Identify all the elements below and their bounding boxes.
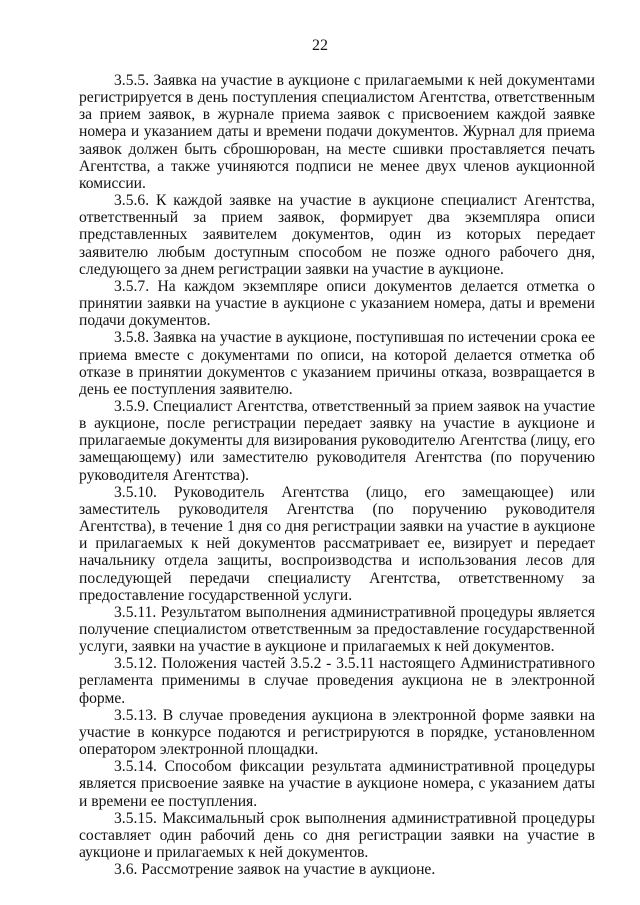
section-heading-3-6: 3.6. Рассмотрение заявок на участие в аукционе.	[114, 861, 436, 879]
paragraph-3-5-10: 3.5.10. Руководитель Агентства (лицо, его замещающее) или заместитель руководителя Агентства (по поручению руководителя Агентства), в течение 1 дня со дня регистрации заявки на участие в аукционе и прилагаемых к ней документов рассматривает ее, визирует и передает начальнику отдела защиты, воспроизводства и использования лесов для последующей передачи специалисту Агентства, ответственному за предоставление государственной услуги.	[79, 483, 595, 604]
paragraph-3-5-8: 3.5.8. Заявка на участие в аукционе, поступившая по истечении срока ее приема вместе с документами по описи, на которой делается отметка об отказе в принятии документов с указанием причины отказа, возвращается в день ее поступления заявителю.	[79, 329, 595, 398]
document-body	[79, 72, 595, 878]
paragraph-3-5-5: 3.5.5. Заявка на участие в аукционе с прилагаемыми к ней документами регистрируется в день поступления специалистом Агентства, ответственным за прием заявок, в журнале приема заявок с присвоением каждой заявке номера и указанием даты и времени подачи документов. Журнал для приема заявок должен быть сброшюрован, на месте сшивки проставляется печать Агентства, а также учиняются подписи не менее двух членов аукционной комиссии.	[79, 72, 595, 192]
page-number: 22	[312, 37, 328, 54]
paragraph-3-5-13: 3.5.13. В случае проведения аукциона в электронной форме заявки на участие в конкурсе подаются и регистрируются в порядке, установленном оператором электронной площадки.	[79, 706, 595, 759]
paragraph-3-5-15: 3.5.15. Максимальный срок выполнения административной процедуры составляет один рабочий день со дня регистрации заявки на участие в аукционе и прилагаемых к ней документов.	[79, 809, 595, 862]
paragraph-3-5-14: 3.5.14. Способом фиксации результата административной процедуры является присвоение заявке на участие в аукционе номера, с указанием даты и времени ее поступления.	[79, 758, 595, 810]
paragraph-3-5-11: 3.5.11. Результатом выполнения административной процедуры является получение специалистом ответственным за предоставление государственной услуги, заявки на участие в аукционе и прилагаемых к ней документов.	[79, 603, 595, 656]
paragraph-3-5-7: 3.5.7. На каждом экземпляре описи документов делается отметка о принятии заявки на участие в аукционе с указанием номера, даты и времени подачи документов.	[79, 277, 595, 330]
paragraph-3-5-6: 3.5.6. К каждой заявке на участие в аукционе специалист Агентства, ответственный за прием заявок, формирует два экземпляра описи представленных заявителем документов, один из которых передает заявителю любым доступным способом не позже одного рабочего дня, следующего за днем регистрации заявки на участие в аукционе.	[79, 192, 595, 278]
paragraph-3-5-12: 3.5.12. Положения частей 3.5.2 - 3.5.11 настоящего Административного регламента применимы в случае проведения аукциона не в электронной форме.	[79, 655, 595, 707]
paragraph-3-5-9: 3.5.9. Специалист Агентства, ответственный за прием заявок на участие в аукционе, после регистрации передает заявку на участие в аукционе и прилагаемые документы для визирования руководителю Агентства (лицу, его замещающему) или заместителю руководителя Агентства (по поручению руководителя Агентства).	[79, 397, 595, 484]
